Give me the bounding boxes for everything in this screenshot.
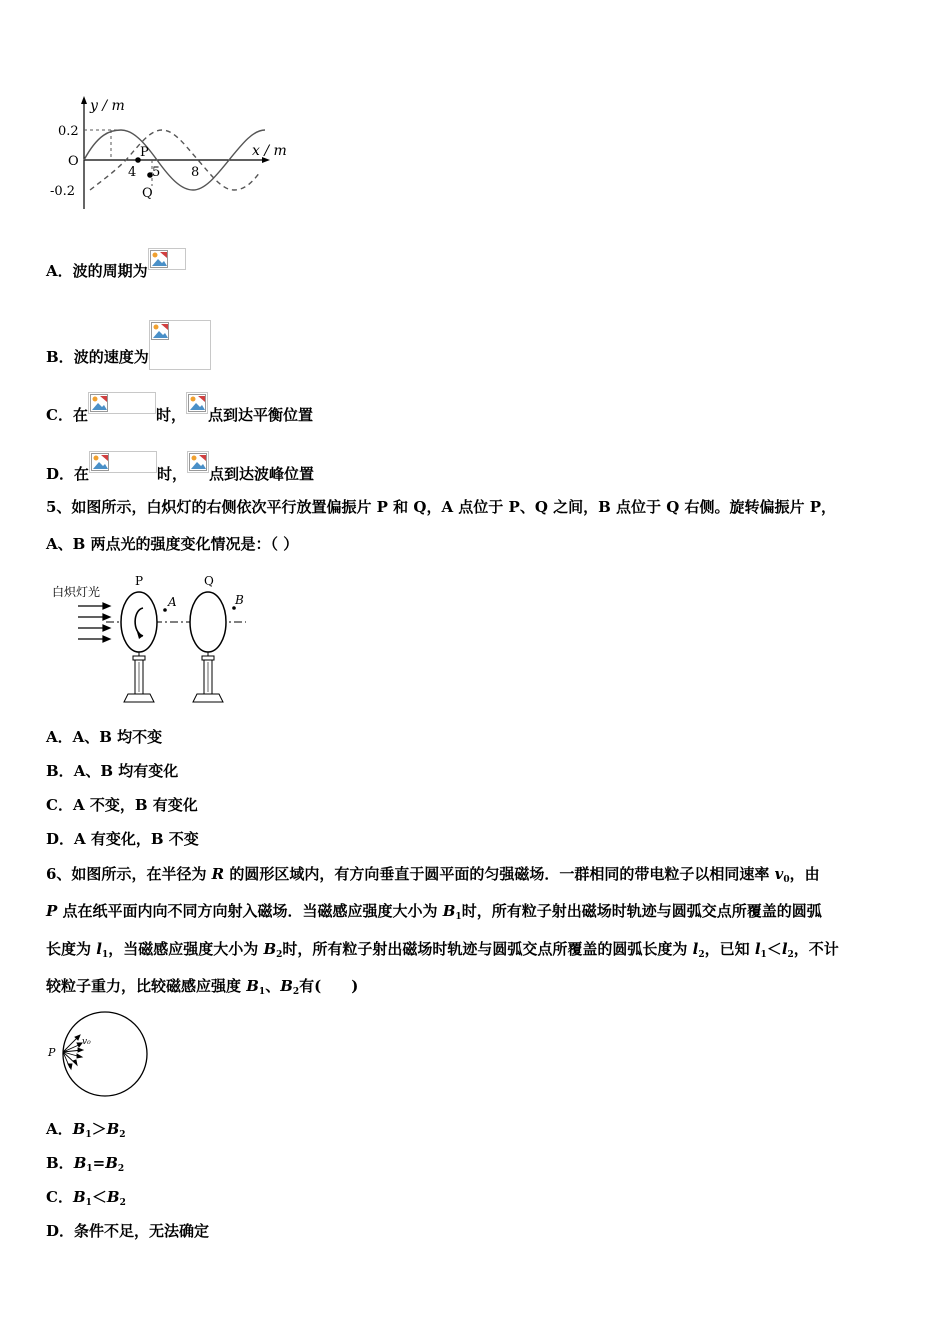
q6-stem-line (46, 864, 820, 890)
light-label: 白炽灯光 (52, 585, 101, 599)
subscript: 0 (783, 875, 790, 885)
stem-text: ，已知 (704, 940, 755, 958)
option-text: 时， (155, 406, 186, 424)
wave-graph (48, 94, 298, 214)
option-c (46, 392, 313, 425)
symbol: B (105, 1154, 118, 1172)
q6-option-d (46, 1221, 209, 1241)
magnetic-field-figure (46, 1006, 156, 1102)
option-label: D． (46, 830, 75, 848)
broken-image-icon (186, 392, 208, 414)
q6-stem-line (46, 901, 822, 927)
polarizer-p (121, 592, 157, 652)
option-label: B． (46, 762, 74, 780)
broken-image-icon (148, 248, 186, 270)
relation-sign: ＜ (91, 1188, 107, 1206)
option-label: A． (46, 728, 73, 746)
q6-option-a (46, 1119, 126, 1145)
option-label: A． (46, 262, 73, 280)
y-tick-label: 0.2 (58, 124, 79, 139)
stem-text: 长度为 (46, 940, 97, 958)
subscript: 1 (85, 1130, 92, 1140)
polarizer-q-label: Q (204, 574, 214, 588)
point-a-label: A (168, 595, 177, 609)
x-tick-label: 5 (152, 165, 161, 180)
point-p-label: P (140, 145, 149, 160)
q5-option-d (46, 829, 199, 849)
symbol: P (46, 902, 58, 920)
option-text: 在 (74, 465, 90, 483)
symbol: B (280, 977, 293, 995)
symbol: B (106, 1120, 120, 1138)
option-d (46, 451, 314, 484)
broken-image-icon (88, 392, 156, 414)
x-tick-label: 4 (128, 165, 137, 180)
light-arrows (78, 603, 110, 642)
option-label: C． (46, 1188, 73, 1206)
option-text: 波的周期为 (72, 262, 148, 280)
stem-text: ，当磁感应强度大小为 (108, 940, 264, 958)
relation-sign: ＜ (766, 940, 782, 958)
symbol: l (754, 940, 761, 958)
polarizer-p-label: P (135, 574, 144, 588)
symbol: l (692, 940, 699, 958)
symbol: R (211, 865, 225, 883)
option-text: A 有变化，B 不变 (74, 830, 199, 848)
broken-image-icon (187, 451, 209, 473)
subscript: 1 (258, 987, 266, 997)
subscript: 2 (276, 950, 283, 960)
option-text: 条件不足，无法确定 (74, 1222, 210, 1240)
point-a-dot (163, 608, 167, 612)
symbol: B (246, 977, 259, 995)
stem-text: 时，所有粒子射出磁场时轨迹与圆弧交点所覆盖的圆弧长度为 (282, 940, 693, 958)
stem-text: 点在纸平面内向不同方向射入磁场．当磁感应强度大小为 (57, 902, 443, 920)
y-axis-arrow (81, 96, 87, 104)
q5-option-a (46, 727, 162, 747)
symbol: l (96, 940, 102, 958)
symbol: B (106, 1188, 120, 1206)
y-axis-label: y / m (90, 98, 125, 114)
stem-text: 时，所有粒子射出磁场时轨迹与圆弧交点所覆盖的圆弧 (461, 902, 822, 920)
option-label: B． (46, 1154, 74, 1172)
subscript: 2 (117, 1164, 125, 1174)
symbol: v (774, 865, 784, 883)
subscript: 1 (85, 1198, 92, 1208)
v0-label: v₀ (82, 1037, 91, 1047)
point-q-label: Q (142, 186, 153, 201)
q6-stem-line (46, 939, 839, 965)
option-text: 在 (72, 406, 88, 424)
y-tick-label: -0.2 (50, 184, 76, 199)
option-label: D． (46, 1222, 75, 1240)
option-label: A． (46, 1120, 73, 1138)
origin-label: O (68, 154, 79, 169)
q5-option-b (46, 761, 178, 781)
symbol: B (73, 1154, 87, 1172)
stem-text: 有( ) (299, 977, 359, 995)
broken-image-icon (89, 451, 157, 473)
stem-text: 、 (265, 977, 281, 995)
q5-stem-line: A、B 两点光的强度变化情况是：（ ） (46, 535, 299, 553)
q6-stem-line (46, 976, 358, 1002)
option-text: 时， (157, 465, 188, 483)
subscript: 1 (760, 950, 767, 960)
option-text: 波的速度为 (73, 348, 149, 366)
stem-text: ，由 (789, 865, 820, 883)
subscript: 2 (698, 950, 705, 960)
relation-sign: = (92, 1154, 106, 1172)
broken-image-icon (149, 320, 211, 370)
option-label: C． (46, 406, 73, 424)
symbol: B (72, 1188, 86, 1206)
option-b (46, 320, 211, 370)
subscript: 2 (292, 987, 300, 997)
q6-option-c (46, 1187, 126, 1213)
relation-sign: ＞ (91, 1120, 107, 1138)
q6-option-b (46, 1153, 124, 1179)
polarizer-figure (48, 570, 258, 706)
polarizer-q (190, 592, 226, 652)
option-label: B． (46, 348, 74, 366)
option-text: A 不变，B 有变化 (72, 796, 198, 814)
q5-option-c (46, 795, 198, 815)
subscript: 1 (101, 950, 109, 960)
stem-text: 较粒子重力，比较磁感应强度 (46, 977, 247, 995)
stem-text: 的圆形区域内，有方向垂直于圆平面的匀强磁场．一群相同的带电粒子以相同速率 (224, 865, 775, 883)
field-circle (63, 1012, 147, 1096)
subscript: 1 (455, 912, 462, 922)
option-text: A、B 均不变 (72, 728, 163, 746)
point-p-label: P (48, 1046, 56, 1059)
stem-text: ，不计 (793, 940, 839, 958)
symbol: l (781, 940, 788, 958)
x-tick-label: 8 (191, 165, 200, 180)
x-axis-label: x / m (252, 143, 287, 159)
option-text: 点到达平衡位置 (207, 406, 313, 424)
subscript: 2 (119, 1198, 126, 1208)
option-label: D． (46, 465, 75, 483)
option-a (46, 248, 186, 281)
subscript: 1 (86, 1164, 93, 1174)
stem-text: 6、如图所示，在半径为 (46, 865, 212, 883)
symbol: B (72, 1120, 86, 1138)
option-text: A、B 均有变化 (73, 762, 179, 780)
symbol: B (263, 940, 277, 958)
point-b-label: B (235, 593, 244, 607)
option-text: 点到达波峰位置 (209, 465, 315, 483)
subscript: 2 (119, 1130, 126, 1140)
option-label: C． (46, 796, 73, 814)
q5-stem-line: 5、如图所示，白炽灯的右侧依次平行放置偏振片 P 和 Q，A 点位于 P、Q 之间，B 点位于 Q 右侧。旋转偏振片 P， (46, 498, 837, 516)
symbol: B (442, 902, 456, 920)
subscript: 2 (787, 950, 794, 960)
